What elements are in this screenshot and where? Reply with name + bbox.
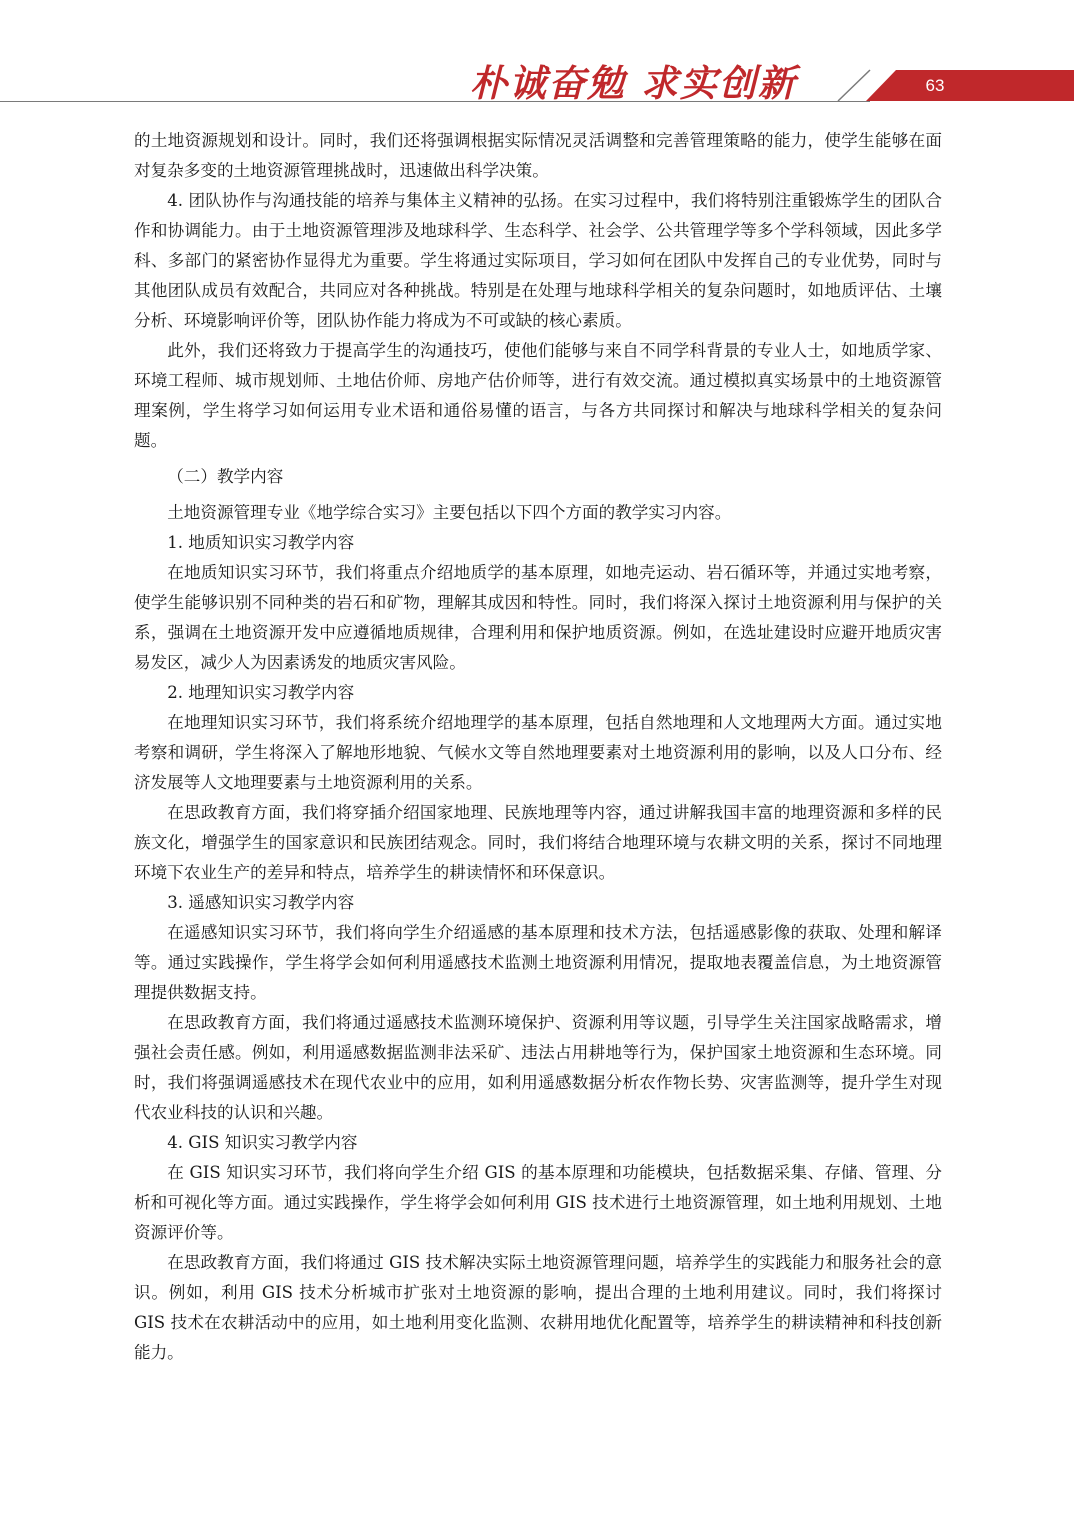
page-number-tab [866, 70, 1074, 101]
paragraph: 在思政教育方面，我们将通过遥感技术监测环境保护、资源利用等议题，引导学生关注国家战略需求，增强社会责任感。例如，利用遥感数据监测非法采矿、违法占用耕地等行为，保护国家土地资源和生态环境。同时，我们将强调遥感技术在现代农业中的应用，如利用遥感数据分析农作物长势、灾害监测等，提升学生对现代农业科技的认识和兴趣。 [134, 1013, 942, 1122]
paragraph: 在地理知识实习环节，我们将系统介绍地理学的基本原理，包括自然地理和人文地理两大方面。通过实地考察和调研，学生将深入了解地形地貌、气候水文等自然地理要素对土地资源利用的影响，以及人口分布、经济发展等人文地理要素与土地资源利用的关系。 [134, 713, 942, 792]
paragraph: 土地资源管理专业《地学综合实习》主要包括以下四个方面的教学实习内容。 [167, 503, 732, 522]
paragraph: 在遥感知识实习环节，我们将向学生介绍遥感的基本原理和技术方法，包括遥感影像的获取、处理和解译等。通过实践操作，学生将学会如何利用遥感技术监测土地资源利用情况，提取地表覆盖信息，为土地资源管理提供数据支持。 [134, 923, 942, 1002]
paragraph: 在 GIS 知识实习环节，我们将向学生介绍 GIS 的基本原理和功能模块，包括数据采集、存储、管理、分析和可视化等方面。通过实践操作，学生将学会如何利用 GIS 技术进行土地资源管理，如土地利用规划、土地资源评价等。 [134, 1163, 942, 1242]
paragraph: 的土地资源规划和设计。同时，我们还将强调根据实际情况灵活调整和完善管理策略的能力，使学生能够在面对复杂多变的土地资源管理挑战时，迅速做出科学决策。 [134, 131, 942, 180]
section-heading: （二）教学内容 [167, 467, 284, 486]
paragraph: 4. 团队协作与沟通技能的培养与集体主义精神的弘扬。在实习过程中，我们将特别注重锻炼学生的团队合作和协调能力。由于土地资源管理涉及地球科学、生态科学、社会学、公共管理学等多个学科领域，因此多学科、多部门的紧密协作显得尤为重要。学生将通过实际项目，学习如何在团队中发挥自己的专业优势，同时与其他团队成员有效配合，共同应对各种挑战。特别是在处理与地球科学相关的复杂问题时，如地质评估、土壤分析、环境影响评价等，团队协作能力将成为不可或缺的核心素质。 [134, 191, 942, 330]
page-number: 63 [925, 76, 945, 95]
paragraph: 在思政教育方面，我们将穿插介绍国家地理、民族地理等内容，通过讲解我国丰富的地理资源和多样的民族文化，增强学生的国家意识和民族团结观念。同时，我们将结合地理环境与农耕文明的关系，探讨不同地理环境下农业生产的差异和特点，培养学生的耕读情怀和环保意识。 [134, 803, 942, 882]
subheading: 3. 遥感知识实习教学内容 [167, 893, 355, 912]
subheading: 4. GIS 知识实习教学内容 [167, 1133, 358, 1152]
header-slash-line [838, 70, 870, 101]
document-body [134, 126, 942, 1368]
header-motto: 朴诚奋勉 求实创新 [470, 61, 797, 105]
subheading: 1. 地质知识实习教学内容 [167, 533, 355, 552]
paragraph: 在思政教育方面，我们将通过 GIS 技术解决实际土地资源管理问题，培养学生的实践能力和服务社会的意识。例如，利用 GIS 技术分析城市扩张对土地资源的影响，提出合理的土地利用建议。同时，我们将探讨 GIS 技术在农耕活动中的应用，如土地利用变化监测、农耕用地优化配置等，培养学生的耕读精神和科技创新能力。 [134, 1253, 942, 1362]
paragraph: 此外，我们还将致力于提高学生的沟通技巧，使他们能够与来自不同学科背景的专业人士，如地质学家、环境工程师、城市规划师、土地估价师、房地产估价师等，进行有效交流。通过模拟真实场景中的土地资源管理案例，学生将学习如何运用专业术语和通俗易懂的语言，与各方共同探讨和解决与地球科学相关的复杂问题。 [134, 341, 942, 450]
paragraph: 在地质知识实习环节，我们将重点介绍地质学的基本原理，如地壳运动、岩石循环等，并通过实地考察，使学生能够识别不同种类的岩石和矿物，理解其成因和特性。同时，我们将深入探讨土地资源利用与保护的关系，强调在土地资源开发中应遵循地质规律，合理利用和保护地质资源。例如，在选址建设时应避开地质灾害易发区，减少人为因素诱发的地质灾害风险。 [134, 563, 942, 672]
page-header [0, 0, 1074, 110]
subheading: 2. 地理知识实习教学内容 [167, 683, 355, 702]
